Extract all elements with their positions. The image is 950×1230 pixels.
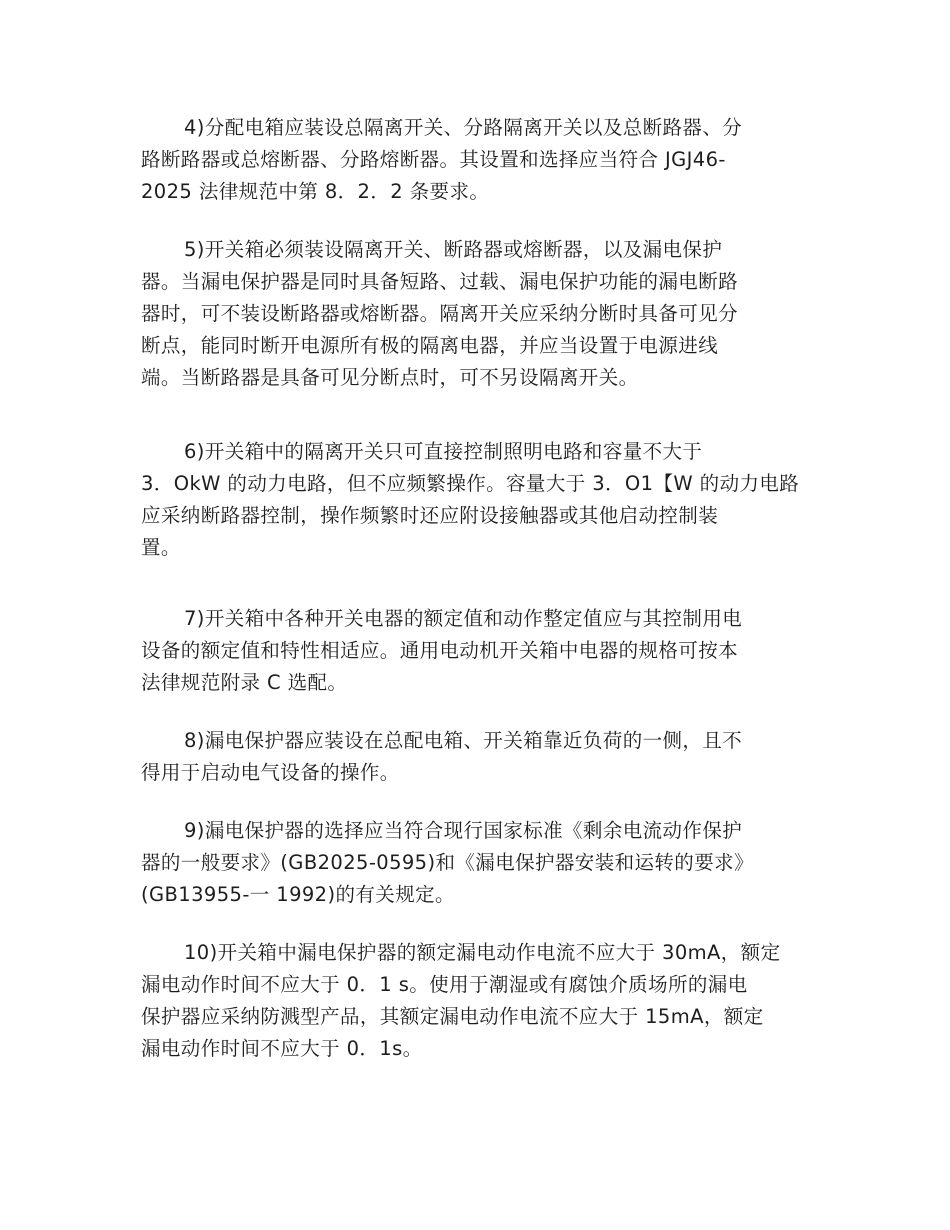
text-line: 设备的额定值和特性相适应。通用电动机开关箱中电器的规格可按本 [141, 639, 739, 662]
text-line: 6)开关箱中的隔离开关只可直接控制照明电路和容量不大于 [184, 440, 703, 463]
text-line: 2025 法律规范中第 8．2．2 条要求。 [141, 180, 490, 203]
text-line: 路断路器或总熔断器、分路熔断器。其设置和选择应当符合 JGJ46- [141, 148, 726, 171]
text-line: 3．OkW 的动力电路，但不应频繁操作。容量大于 3．O1【W 的动力电路 [141, 472, 800, 495]
paragraph-item-7 [141, 603, 811, 699]
text-line: 端。当断路器是具备可见分断点时，可不另设隔离开关。 [141, 366, 639, 389]
paragraph-item-6 [141, 436, 811, 564]
text-line: 器的一般要求》(GB2025-0595)和《漏电保护器安装和运转的要求》 [141, 851, 754, 874]
text-line: 置。 [141, 536, 181, 559]
paragraph-item-4 [141, 112, 811, 208]
text-line: 器。当漏电保护器是同时具备短路、过载、漏电保护功能的漏电断路 [141, 270, 739, 293]
text-line: 应采纳断路器控制，操作频繁时还应附设接触器或其他启动控制装 [141, 504, 719, 527]
text-line: 断点，能同时断开电源所有极的隔离电器，并应当设置于电源进线 [141, 334, 719, 357]
text-line: (GB13955-一 1992)的有关规定。 [141, 883, 455, 906]
text-line: 器时，可不装设断路器或熔断器。隔离开关应采纳分断时具备可见分 [141, 302, 739, 325]
text-line: 8)漏电保护器应装设在总配电箱、开关箱靠近负荷的一侧，且不 [184, 729, 743, 752]
text-line: 9)漏电保护器的选择应当符合现行国家标准《剩余电流动作保护 [184, 819, 743, 842]
text-line: 5)开关箱必须装设隔离开关、断路器或熔断器，以及漏电保护 [184, 238, 723, 261]
text-line: 得用于启动电气设备的操作。 [141, 761, 400, 784]
text-line: 漏电动作时间不应大于 0．1 s。使用于潮湿或有腐蚀介质场所的漏电 [141, 973, 748, 996]
paragraph-item-9 [141, 815, 811, 911]
paragraph-item-10 [141, 937, 811, 1065]
paragraph-item-5 [141, 234, 811, 394]
text-line: 4)分配电箱应装设总隔离开关、分路隔离开关以及总断路器、分 [184, 116, 743, 139]
text-line: 法律规范附录 C 选配。 [141, 671, 348, 694]
text-line: 10)开关箱中漏电保护器的额定漏电动作电流不应大于 30mA，额定 [184, 941, 781, 964]
text-line: 保护器应采纳防溅型产品，其额定漏电动作电流不应大于 15mA，额定 [141, 1005, 764, 1028]
text-line: 7)开关箱中各种开关电器的额定值和动作整定值应与其控制用电 [184, 607, 743, 630]
text-line: 漏电动作时间不应大于 0．1s。 [141, 1037, 423, 1060]
paragraph-item-8 [141, 725, 811, 789]
